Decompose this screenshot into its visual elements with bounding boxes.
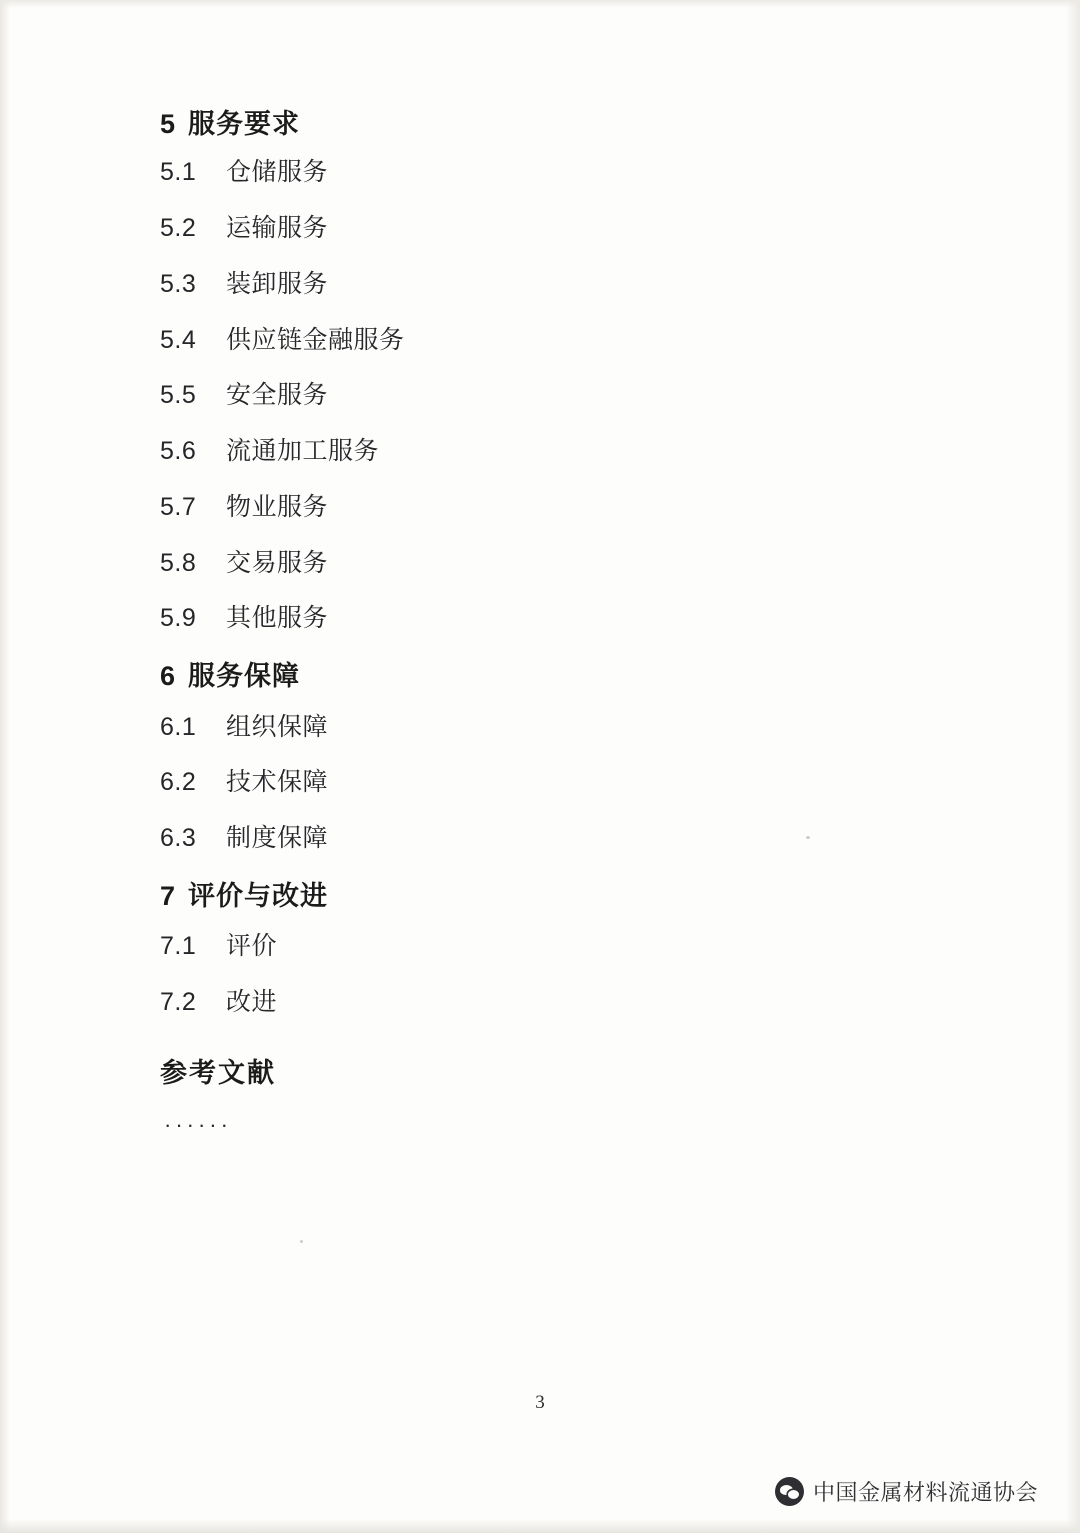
toc-entry-title: 组织保障 [226,712,329,741]
toc-entry-number: 5.4 [160,325,197,354]
toc-entry-number: 7.2 [160,987,197,1016]
toc-entry-5-8[interactable] [160,549,920,578]
toc-entry-title: 交易服务 [226,548,329,577]
toc-entry-number: 5.1 [160,158,197,187]
toc-entry-title: 安全服务 [226,381,329,410]
page-number: 3 [535,1392,545,1413]
toc-entry-number: 5.7 [160,492,197,521]
toc-section-heading-5[interactable] [160,108,920,140]
toc-entry-title: 运输服务 [226,214,329,243]
scan-edge-top [0,0,1080,8]
watermark-label: 中国金属材料流通协会 [812,1480,1038,1505]
toc-entry-number: 5.9 [160,604,197,633]
toc-entry-number: 5.3 [160,269,197,298]
toc-entry-6-1[interactable] [160,713,920,742]
toc-section-number: 6 [160,661,177,692]
toc-entry-number: 7.1 [160,932,197,961]
toc-entry-title: 物业服务 [226,492,329,521]
toc-entry-title: 其他服务 [226,604,329,633]
toc-entry-title: 供应链金融服务 [226,325,405,354]
toc-section-heading-6[interactable] [160,660,920,692]
toc-section-number: 7 [160,880,177,911]
toc-entry-5-7[interactable] [160,493,920,522]
toc-section-number: 5 [160,109,177,139]
toc-section-heading-7[interactable] [160,880,920,912]
toc-entry-5-5[interactable] [160,381,920,410]
toc-entry-title: 流通加工服务 [226,437,380,466]
toc-section-title: 服务要求 [188,109,301,139]
toc-references-dots: ······ [164,1111,232,1137]
toc-entry-7-2[interactable] [160,988,920,1017]
toc-section-title: 服务保障 [188,661,301,692]
toc-entry-5-6[interactable] [160,437,920,466]
scan-speck [300,1240,303,1243]
toc-entry-number: 6.1 [160,712,197,741]
toc-entry-number: 6.3 [160,824,197,853]
toc-entry-number: 5.8 [160,548,197,577]
scan-edge-right [1066,0,1080,1533]
toc-entry-5-3[interactable] [160,270,920,299]
toc-entry-title: 技术保障 [226,768,329,797]
toc-entry-title: 评价 [226,932,278,961]
toc-entry-6-3[interactable] [160,824,920,853]
toc-entry-title: 仓储服务 [226,158,329,187]
toc-entry-5-2[interactable] [160,214,920,243]
toc-entry-6-2[interactable] [160,768,920,797]
toc-entry-5-4[interactable] [160,326,920,355]
scan-edge-left [0,0,10,1533]
toc-entry-title: 装卸服务 [226,269,329,298]
toc-entry-number: 6.2 [160,768,197,797]
toc-section-title: 评价与改进 [188,880,329,911]
wechat-icon [775,1477,804,1506]
toc-entry-number: 5.5 [160,381,197,410]
toc-entry-5-1[interactable] [160,158,920,187]
toc-entry-title: 制度保障 [226,824,329,853]
toc-entry-title: 改进 [226,987,278,1016]
toc-entry-number: 5.2 [160,214,197,243]
table-of-contents [160,108,920,1138]
toc-references-heading[interactable]: 参考文献 [160,1057,276,1088]
toc-entry-7-1[interactable] [160,932,920,961]
scan-edge-bottom [0,1519,1080,1533]
toc-entry-number: 5.6 [160,437,197,466]
watermark [775,1476,1038,1507]
toc-entry-5-9[interactable] [160,604,920,633]
